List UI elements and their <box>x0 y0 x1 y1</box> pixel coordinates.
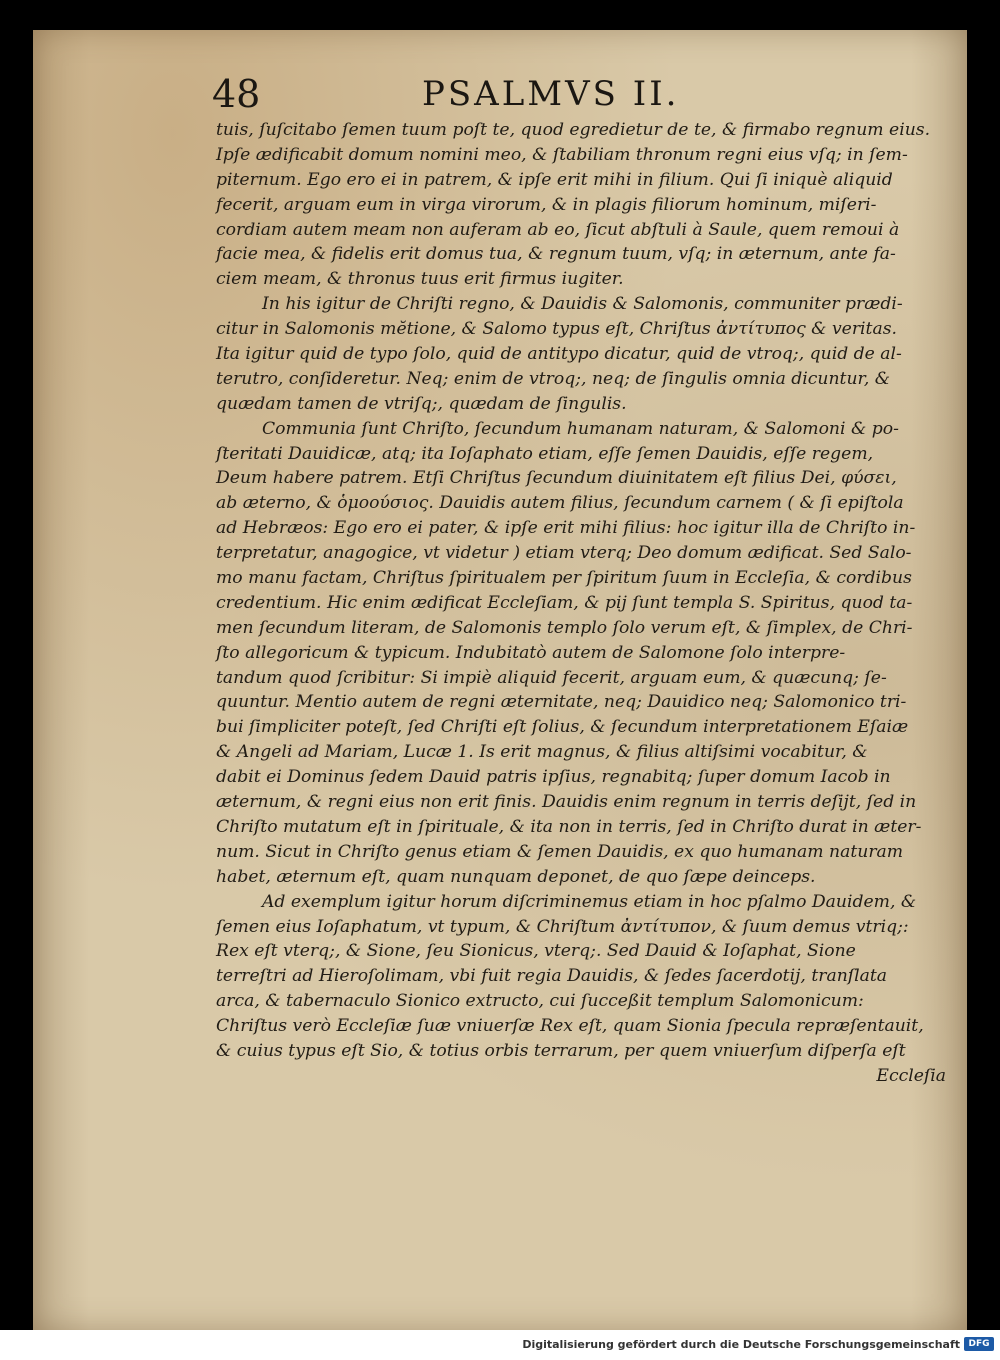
text-line: facie mea, & fidelis erit domus tua, & regnum tuum, vſq; in æternum, ante fa- <box>216 244 896 265</box>
text-line: Ita igitur quid de typo ſolo, quid de antitypo dicatur, quid de vtroq;, quid de al- <box>216 344 902 365</box>
page-number: 48 <box>212 72 261 116</box>
text-line: cordiam autem meam non auferam ab eo, ſicut abſtuli à Saule, quem remoui à <box>216 219 900 240</box>
text-line: bui ſimpliciter poteſt, ſed Chriſti eſt ſolius, & ſecundum interpretationem Eſaiæ <box>216 717 909 738</box>
text-line: habet, æternum eſt, quam nunquam deponet, de quo ſæpe deinceps. <box>216 866 816 887</box>
text-line: tuis, ſuſcitabo ſemen tuum poſt te, quod egredietur de te, & firmabo regnum eius. <box>216 120 931 140</box>
text-line: Communia ſunt Chriſto, ſecundum humanam naturam, & Salomoni & po- <box>262 418 899 439</box>
text-line: Rex eſt vterq;, & Sione, ſeu Sionicus, vterq;. Sed Dauid & Ioſaphat, Sione <box>216 941 856 962</box>
text-line: men ſecundum literam, de Salomonis templo ſolo verum eſt, & ſimplex, de Chri- <box>216 617 913 638</box>
text-line: dabit ei Dominus ſedem Dauid patris ipſius, regnabitq; ſuper domum Iacob in <box>216 767 891 788</box>
text-line: Chriſto mutatum eſt in ſpirituale, & ita non in terris, ſed in Chriſto durat in æter- <box>216 816 922 837</box>
text-line: Deum habere patrem. Etſi Chriſtus ſecundum diuinitatem eſt filius Dei, φύσει, <box>216 468 897 489</box>
text-line: ciem meam, & thronus tuus erit firmus iugiter. <box>216 269 624 290</box>
text-line: citur in Salomonis mĕtione, & Salomo typus eſt, Chriſtus ἀντίτυπος & veritas. <box>216 319 897 340</box>
running-head-title: PSALMVS II. <box>422 74 680 114</box>
text-line: fecerit, arguam eum in virga virorum, & in plagis filiorum hominum, miſeri- <box>216 194 877 215</box>
text-line: ſto allegoricum & typicum. Indubitatò autem de Salomone ſolo interpre- <box>216 642 846 663</box>
text-line: arca, & tabernaculo Sionico extructo, cui ſucceßit templum Salomonicum: <box>216 991 864 1012</box>
text-line: & Angeli ad Mariam, Lucæ 1. Is erit magnus, & filius altiſsimi vocabitur, & <box>216 742 868 763</box>
text-line: terutro, conſideretur. Neq; enim de vtroq;, neq; de ſingulis omnia dicuntur, & <box>216 368 891 389</box>
text-line: In his igitur de Chriſti regno, & Dauidis & Salomonis, communiter prædi- <box>262 294 903 315</box>
text-line: quædam tamen de vtriſq;, quædam de ſingulis. <box>216 393 627 414</box>
text-line: Eccleſia <box>876 1065 946 1086</box>
dfg-logo: DFG <box>964 1337 994 1351</box>
text-line: num. Sicut in Chriſto genus etiam & ſemen Dauidis, ex quo humanam naturam <box>216 841 904 862</box>
text-line: ab æterno, & ὁμοούσιος. Dauidis autem filius, ſecundum carnem ( & ſi epiſtola <box>216 493 904 514</box>
digitization-credit: Digitalisierung gefördert durch die Deutsche Forschungsgemeinschaft <box>522 1338 960 1351</box>
text-line: terreſtri ad Hieroſolimam, vbi fuit regia Dauidis, & ſedes ſacerdotij, tranſlata <box>216 966 888 987</box>
text-line: & cuius typus eſt Sio, & totius orbis terrarum, per quem vniuerſum diſperſa eſt <box>216 1040 906 1061</box>
page-header <box>212 72 772 122</box>
text-line: Chriſtus verò Eccleſiæ ſuæ vniuerſæ Rex eſt, quam Sionia ſpecula repræſentauit, <box>216 1016 924 1037</box>
text-line: ſteritati Dauidicæ, atq; ita Ioſaphato etiam, eſſe ſemen Dauidis, eſſe regem, <box>216 443 874 464</box>
body-text <box>216 118 946 1089</box>
footer-bar <box>0 1330 1000 1360</box>
text-line: mo manu factam, Chriſtus ſpiritualem per ſpiritum ſuum in Eccleſia, & cordibus <box>216 568 912 589</box>
text-line: piternum. Ego ero ei in patrem, & ipſe erit mihi in filium. Qui ſi iniquè aliquid <box>216 169 893 190</box>
text-line: ad Hebræos: Ego ero ei pater, & ipſe erit mihi filius: hoc igitur illa de Chriſto in- <box>216 518 916 539</box>
text-line: terpretatur, anagogice, vt videtur ) etiam vterq; Deo domum ædificat. Sed Salo- <box>216 543 912 564</box>
text-line: tandum quod ſcribitur: Si impiè aliquid fecerit, arguam eum, & quæcunq; ſe- <box>216 667 887 688</box>
text-line: ſemen eius Ioſaphatum, vt typum, & Chriſtum ἀντίτυπον, & ſuum demus vtriq;: <box>216 916 909 937</box>
text-line: Ad exemplum igitur horum diſcriminemus etiam in hoc pſalmo Dauidem, & <box>262 891 917 912</box>
text-line: æternum, & regni eius non erit finis. Dauidis enim regnum in terris deſijt, ſed in <box>216 792 917 813</box>
text-line: Ipſe ædificabit domum nomini meo, & ſtabiliam thronum regni eius vſq; in ſem- <box>216 144 908 165</box>
text-line: quuntur. Mentio autem de regni æternitate, neq; Dauidico neq; Salomonico tri- <box>216 692 907 713</box>
text-line: credentium. Hic enim ædificat Eccleſiam, & pij ſunt templa S. Spiritus, quod ta- <box>216 592 913 613</box>
